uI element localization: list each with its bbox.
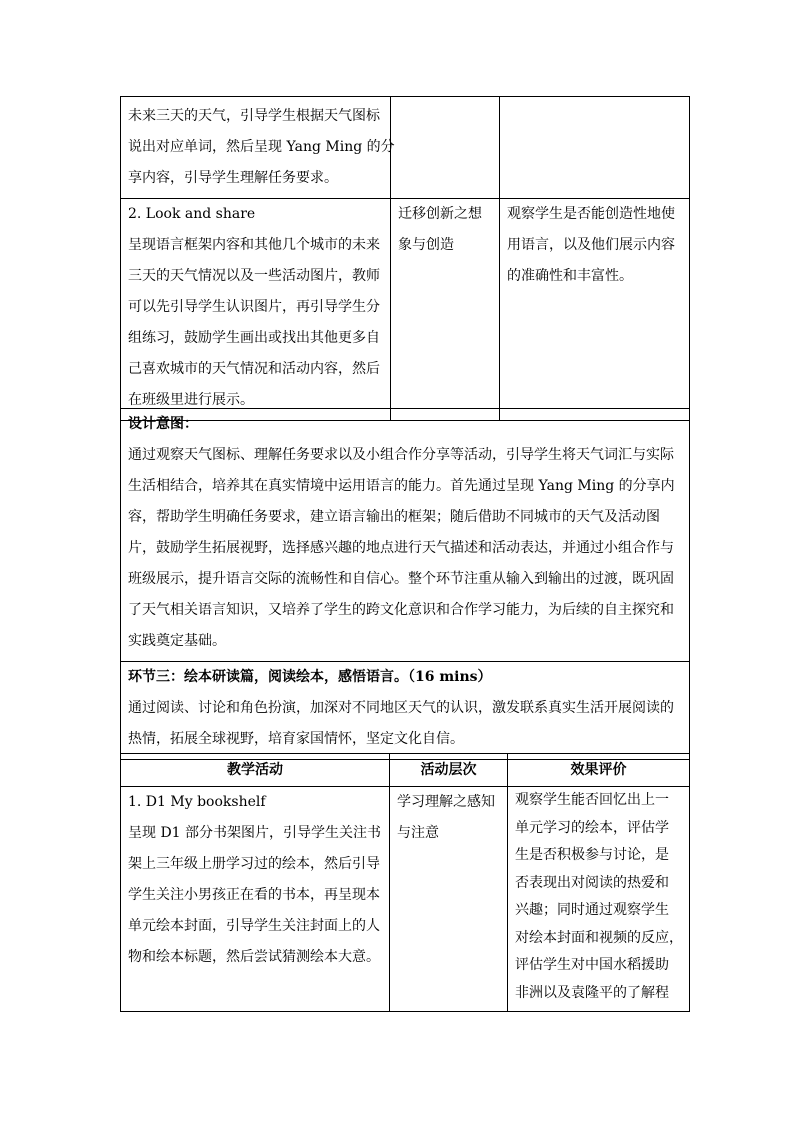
cell-line: 享内容，引导学生理解任务要求。 — [128, 170, 338, 186]
cell-line: 说出对应单词，然后呈现 Yang Ming 的分 — [128, 139, 395, 155]
cell-line: 呈现语言框架内容和其他几个城市的未来 — [128, 237, 380, 253]
evaluation-cell — [500, 97, 690, 199]
cell-line: 的准确性和丰富性。 — [507, 268, 633, 284]
design-intent-title: 设计意图： — [128, 416, 198, 432]
cell-line: 非洲以及袁隆平的了解程 — [515, 984, 669, 1001]
section-three-cell — [121, 662, 690, 760]
level-cell — [390, 787, 508, 1012]
level-cell — [391, 97, 500, 199]
cell-line: 实践奠定基础。 — [128, 633, 226, 649]
cell-line: 兴趣；同时通过观察学生 — [515, 902, 669, 918]
header-level: 活动层次 — [390, 754, 508, 787]
evaluation-cell — [508, 787, 690, 1012]
cell-line: 学生关注小男孩正在看的书本，再呈现本 — [128, 887, 380, 903]
design-intent-cell — [121, 409, 690, 662]
cell-line: 在班级里进行展示。 — [128, 392, 254, 408]
cell-line: 1. D1 My bookshelf — [128, 794, 266, 810]
activity-table-bottom — [120, 753, 690, 1012]
header-activity: 教学活动 — [121, 754, 390, 787]
cell-line: 与注意 — [397, 825, 439, 841]
section-three-row — [121, 662, 690, 760]
cell-line: 2. Look and share — [128, 206, 256, 222]
cell-line: 通过观察天气图标、理解任务要求以及小组合作分享等活动，引导学生将天气词汇与实际 — [128, 447, 674, 463]
design-intent-row — [121, 409, 690, 662]
activity-cell — [121, 199, 391, 421]
activity-table-top — [120, 96, 690, 421]
section-table — [120, 408, 690, 760]
cell-line: 观察学生是否能创造性地使 — [507, 206, 675, 222]
cell-line: 对绘本封面和视频的反应， — [515, 929, 683, 946]
header-evaluation: 效果评价 — [508, 754, 690, 787]
cell-line: 用语言，以及他们展示内容 — [507, 237, 675, 253]
cell-line: 评估学生对中国水稻援助 — [515, 957, 669, 973]
cell-line: 组练习，鼓励学生画出或找出其他更多自 — [128, 330, 380, 346]
table-header-row — [121, 754, 690, 787]
table-row — [121, 787, 690, 1012]
level-cell — [391, 199, 500, 421]
cell-line: 物和绘本标题，然后尝试猜测绘本大意。 — [128, 949, 380, 965]
cell-line: 单元学习的绘本，评估学 — [515, 819, 669, 836]
cell-line: 生是否积极参与讨论，是 — [515, 847, 669, 863]
cell-line: 班级展示，提升语言交际的流畅性和自信心。整个环节注重从输入到输出的过渡，既巩固 — [128, 571, 674, 587]
activity-cell — [121, 97, 395, 199]
cell-line: 可以先引导学生认识图片，再引导学生分 — [128, 299, 380, 315]
cell-line: 迁移创新之想 — [398, 206, 482, 222]
activity-cell — [121, 787, 390, 1012]
evaluation-cell — [500, 199, 690, 421]
cell-line: 了天气相关语言知识，又培养了学生的跨文化意识和合作学习能力，为后续的自主探究和 — [128, 602, 674, 618]
cell-line: 通过阅读、讨论和角色扮演，加深对不同地区天气的认识，激发联系真实生活开展阅读的 — [128, 700, 674, 716]
cell-line: 象与创造 — [398, 237, 454, 253]
table-row — [121, 199, 690, 421]
cell-line: 未来三天的天气，引导学生根据天气图标 — [128, 108, 380, 124]
section-three-title: 环节三：绘本研读篇，阅读绘本，感悟语言。（16 mins） — [128, 669, 492, 685]
cell-line: 生活相结合，培养其在真实情境中运用语言的能力。首先通过呈现 Yang Ming 的分享内 — [128, 478, 675, 494]
cell-line: 观察学生能否回忆出上一 — [515, 792, 669, 808]
table-row — [121, 97, 690, 199]
cell-line: 呈现 D1 部分书架图片，引导学生关注书 — [128, 825, 382, 841]
cell-line: 片，鼓励学生拓展视野，选择感兴趣的地点进行天气描述和活动表达，并通过小组合作与 — [128, 540, 674, 556]
cell-line: 热情，拓展全球视野，培育家国情怀，坚定文化自信。 — [128, 731, 464, 747]
cell-line: 架上三年级上册学习过的绘本，然后引导 — [128, 856, 380, 872]
cell-line: 学习理解之感知 — [397, 794, 495, 810]
cell-line: 否表现出对阅读的热爱和 — [515, 874, 669, 891]
cell-line: 容，帮助学生明确任务要求，建立语言输出的框架；随后借助不同城市的天气及活动图 — [128, 509, 660, 525]
cell-line: 单元绘本封面，引导学生关注封面上的人 — [128, 918, 380, 934]
cell-line: 三天的天气情况以及一些活动图片，教师 — [128, 268, 380, 284]
cell-line: 己喜欢城市的天气情况和活动内容，然后 — [128, 361, 380, 377]
